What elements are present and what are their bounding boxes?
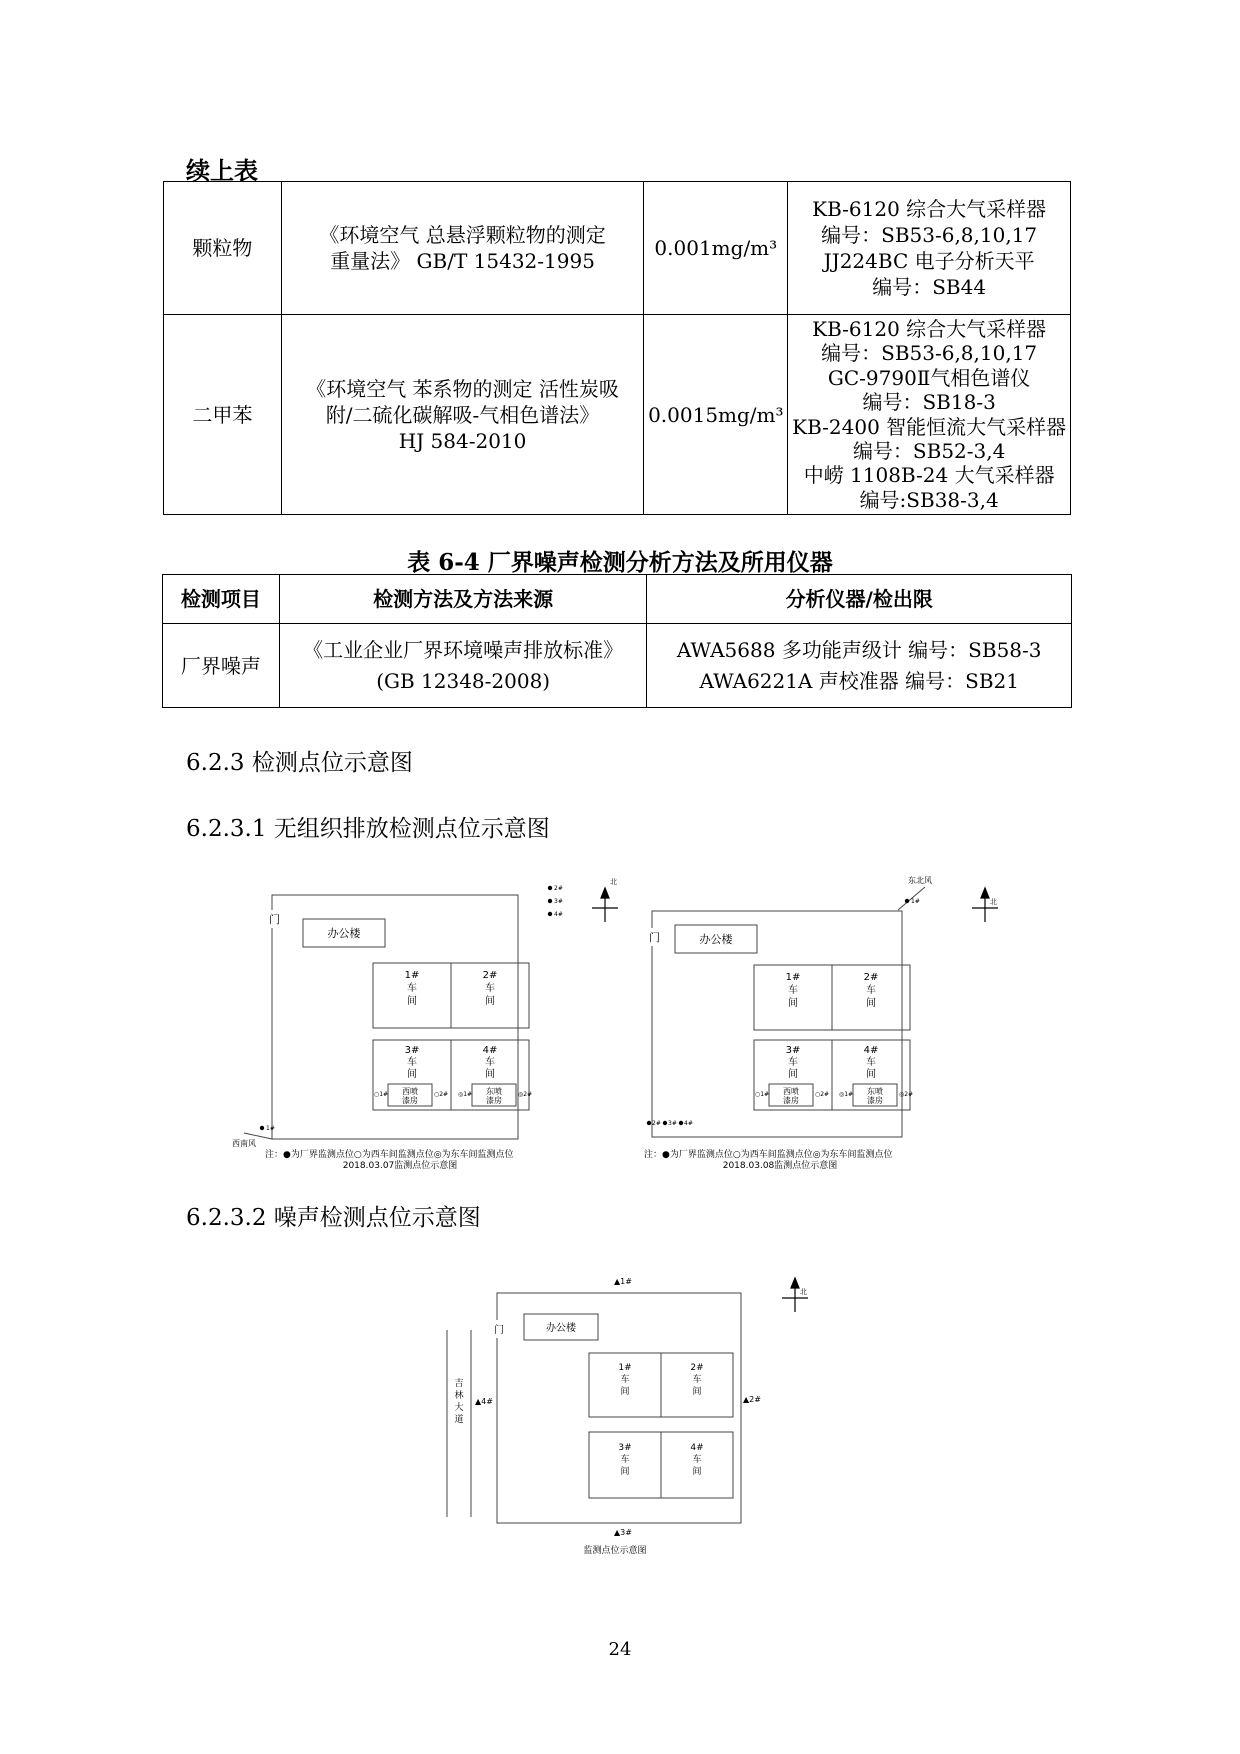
limit-cell: 0.001mg/m³ xyxy=(644,182,788,315)
boundary-point-1: 1# xyxy=(266,1125,275,1132)
boundary-point-2: 2# xyxy=(554,885,563,892)
ws3-label: 3# xyxy=(785,1045,801,1056)
noise-point-4: ▲4# xyxy=(475,1397,493,1406)
page-number: 24 xyxy=(608,1639,632,1660)
continued-title: 续上表 xyxy=(186,156,258,185)
ws3-label: 车 xyxy=(620,1455,630,1465)
legend-note: 注：●为厂界监测点位○为西车间监测点位◎为东车间监测点位 xyxy=(644,1150,893,1160)
office-label: 办公楼 xyxy=(327,927,361,940)
ws3-label: 间 xyxy=(788,1069,798,1080)
paint-room-east-label: 东喷 xyxy=(867,1087,883,1096)
method-cell: 《环境空气 总悬浮颗粒物的测定 重量法》 GB/T 15432-1995 xyxy=(281,182,643,315)
instrument-cell: AWA5688 多功能声级计 编号：SB58-3 AWA6221A 声校准器 编号：SB21 xyxy=(647,624,1072,708)
boundary-point-3: 3# xyxy=(668,1120,677,1127)
paint-room-west-label: 西喷 xyxy=(402,1087,418,1096)
road-label: 吉 xyxy=(454,1379,464,1389)
paint-room-west-label: 漆房 xyxy=(402,1096,418,1105)
ws1-label: 车 xyxy=(620,1375,630,1385)
ws4-label: 间 xyxy=(866,1069,876,1080)
wind-direction-label: 西南风 xyxy=(232,1139,256,1148)
header-cell: 检测方法及方法来源 xyxy=(279,575,647,624)
ws4-label: 车 xyxy=(692,1455,702,1465)
ws3-label: 3# xyxy=(618,1443,632,1453)
ws3-label: 间 xyxy=(620,1467,630,1477)
noise-diagram xyxy=(440,1270,820,1560)
gate-label: 门 xyxy=(269,913,280,926)
ws4-label: 4# xyxy=(482,1045,498,1056)
ws4-label: 车 xyxy=(485,1057,495,1068)
boundary-point-1: 1# xyxy=(911,898,920,905)
ws2-label: 车 xyxy=(692,1375,702,1385)
paint-room-east-label: 漆房 xyxy=(867,1096,883,1105)
road-label: 大 xyxy=(454,1403,464,1413)
table-header-row xyxy=(163,575,1072,624)
item-cell: 二甲苯 xyxy=(164,315,282,515)
ws2-label: 车 xyxy=(485,983,495,994)
west-point-2: ○2# xyxy=(434,1091,449,1098)
item-cell: 厂界噪声 xyxy=(163,624,280,708)
ws1-label: 1# xyxy=(785,972,801,983)
method-table-continued xyxy=(163,181,1071,515)
method-cell: 《工业企业厂界环境噪声排放标准》 (GB 12348-2008) xyxy=(279,624,647,708)
instrument-cell: KB-6120 综合大气采样器 编号：SB53-6,8,10,17 JJ224BC 电子分析天平 编号：SB44 xyxy=(788,182,1071,315)
east-point-1: ◎1# xyxy=(839,1091,854,1098)
east-point-2: ◎2# xyxy=(518,1091,533,1098)
table-row xyxy=(164,315,1071,515)
paint-room-east-label: 漆房 xyxy=(486,1096,502,1105)
noise-point-1: ▲1# xyxy=(614,1277,632,1286)
ws1-label: 1# xyxy=(618,1363,632,1373)
ws4-label: 4# xyxy=(863,1045,879,1056)
diagram-caption: 2018.03.08监测点位示意图 xyxy=(722,1161,838,1171)
boundary-point-2: 2# xyxy=(652,1120,661,1127)
ws1-label: 间 xyxy=(620,1387,630,1397)
ws2-label: 2# xyxy=(482,970,498,981)
table-caption: 表 6-4 厂界噪声检测分析方法及所用仪器 xyxy=(407,549,833,576)
limit-cell: 0.0015mg/m³ xyxy=(644,315,788,515)
road-label: 林 xyxy=(454,1391,464,1401)
ws2-label: 间 xyxy=(485,996,495,1007)
noise-point-2: ▲2# xyxy=(743,1395,761,1404)
ws2-label: 车 xyxy=(866,985,876,996)
paint-room-east-label: 东喷 xyxy=(486,1087,502,1096)
table-row xyxy=(163,624,1072,708)
ws2-label: 间 xyxy=(692,1387,702,1397)
ws1-label: 车 xyxy=(788,985,798,996)
legend-note: 注：●为厂界监测点位○为西车间监测点位◎为东车间监测点位 xyxy=(265,1150,514,1160)
gate-label: 门 xyxy=(649,931,660,944)
diagram-caption: 监测点位示意图 xyxy=(583,1546,647,1556)
east-point-1: ◎1# xyxy=(458,1091,473,1098)
section-heading-6-2-3-2: 6.2.3.2 噪声检测点位示意图 xyxy=(186,1205,481,1231)
north-label: 北 xyxy=(990,898,997,906)
method-cell: 《环境空气 苯系物的测定 活性炭吸 附/二硫化碳解吸-气相色谱法》 HJ 584-2010 xyxy=(281,315,643,515)
ws4-label: 车 xyxy=(866,1057,876,1068)
item-cell: 颗粒物 xyxy=(164,182,282,315)
west-point-2: ○2# xyxy=(815,1091,830,1098)
noise-point-3: ▲3# xyxy=(614,1528,632,1537)
noise-method-table xyxy=(162,574,1072,708)
north-label: 北 xyxy=(610,878,617,886)
north-arrow-icon xyxy=(592,888,618,922)
ws2-label: 间 xyxy=(866,998,876,1009)
ws4-label: 4# xyxy=(690,1443,704,1453)
ws3-label: 3# xyxy=(404,1045,420,1056)
ws1-label: 间 xyxy=(788,998,798,1009)
boundary-point-4: 4# xyxy=(684,1120,693,1127)
office-label: 办公楼 xyxy=(546,1323,576,1334)
header-cell: 分析仪器/检出限 xyxy=(647,575,1072,624)
boundary-point-3: 3# xyxy=(554,898,563,905)
instrument-cell: KB-6120 综合大气采样器 编号：SB53-6,8,10,17 GC-9790Ⅱ气相色谱仪 编号：SB18-3 KB-2400 智能恒流大气采样器 编号：SB52-3,4 中崂 1108B-24 大气采样器 编号:SB38-3,4 xyxy=(788,315,1071,515)
west-point-1: ○1# xyxy=(755,1091,770,1098)
ws4-label: 间 xyxy=(692,1467,702,1477)
gate-label: 门 xyxy=(494,1325,504,1336)
section-heading-6-2-3-1: 6.2.3.1 无组织排放检测点位示意图 xyxy=(186,816,550,842)
office-label: 办公楼 xyxy=(699,933,733,946)
north-label: 北 xyxy=(800,1288,807,1296)
ws3-label: 间 xyxy=(407,1069,417,1080)
ws4-label: 间 xyxy=(485,1069,495,1080)
header-cell: 检测项目 xyxy=(163,575,280,624)
road-label: 道 xyxy=(454,1415,464,1425)
paint-room-west-label: 西喷 xyxy=(783,1087,799,1096)
ws1-label: 1# xyxy=(404,970,420,981)
wind-direction-label: 东北风 xyxy=(908,876,932,885)
table-row xyxy=(164,182,1071,315)
ws3-label: 车 xyxy=(788,1057,798,1068)
diagram-2018-03-08 xyxy=(630,870,1020,1170)
section-heading-6-2-3: 6.2.3 检测点位示意图 xyxy=(186,750,413,776)
ws2-label: 2# xyxy=(863,972,879,983)
ws2-label: 2# xyxy=(690,1363,704,1373)
diagram-caption: 2018.03.07监测点位示意图 xyxy=(342,1161,458,1171)
east-point-2: ◎2# xyxy=(899,1091,914,1098)
diagram-2018-03-07 xyxy=(220,870,617,1171)
ws1-label: 车 xyxy=(407,983,417,994)
boundary-point-4: 4# xyxy=(554,911,563,918)
west-point-1: ○1# xyxy=(374,1091,389,1098)
paint-room-west-label: 漆房 xyxy=(783,1096,799,1105)
ws3-label: 车 xyxy=(407,1057,417,1068)
ws1-label: 间 xyxy=(407,996,417,1007)
